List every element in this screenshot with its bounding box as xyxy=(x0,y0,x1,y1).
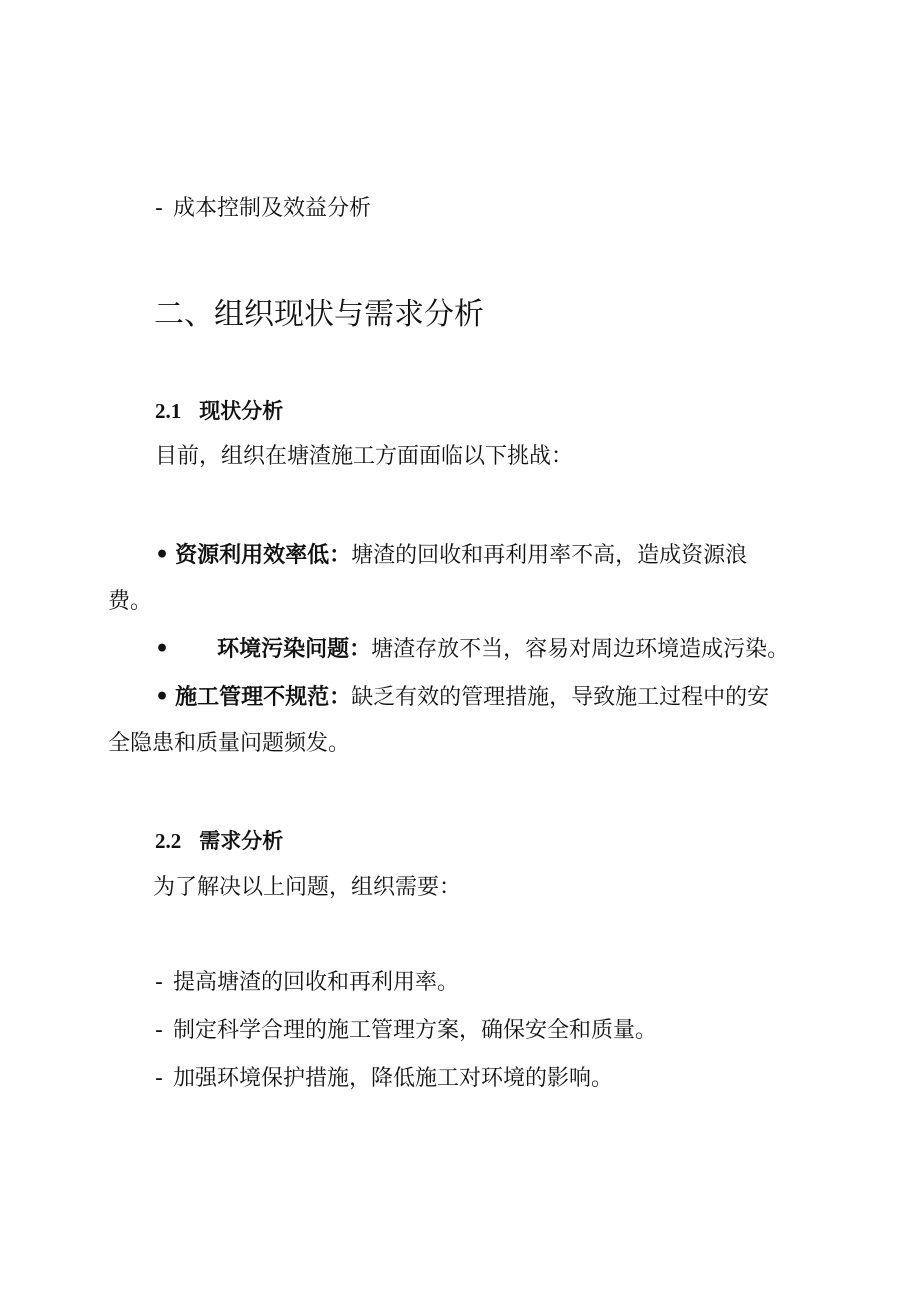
list-item-text: 加强环境保护措施，降低施工对环境的影响。 xyxy=(172,1066,613,1091)
list-item-text: 提高塘渣的回收和再利用率。 xyxy=(172,970,459,995)
subsection-heading-2-1 xyxy=(155,396,283,426)
dash-marker: - xyxy=(155,196,163,221)
paragraph-intro: 为了解决以上问题，组织需要： xyxy=(153,875,462,900)
list-item xyxy=(155,968,459,998)
subsection-number: 2.1 xyxy=(155,399,182,423)
bullet-text: 塘渣存放不当，容易对周边环境造成污染。 xyxy=(371,637,790,662)
list-item-text: 成本控制及效益分析 xyxy=(172,196,371,221)
bullet-continuation: 全隐患和质量问题频发。 xyxy=(108,731,351,756)
bullet-continuation: 费。 xyxy=(108,589,153,614)
dash-marker: - xyxy=(155,1018,163,1043)
subsection-title: 需求分析 xyxy=(199,828,284,853)
list-item xyxy=(155,1016,657,1046)
list-item-text: 制定科学合理的施工管理方案，确保安全和质量。 xyxy=(172,1018,657,1043)
list-item xyxy=(155,194,371,224)
subsection-number: 2.2 xyxy=(155,829,182,853)
bullet-term: 资源利用效率低： xyxy=(175,542,352,568)
section-title: 二、组织现状与需求分析 xyxy=(154,297,484,332)
subsection-title: 现状分析 xyxy=(199,398,284,423)
subsection-heading-2-2 xyxy=(155,826,283,856)
bullet-marker: • xyxy=(155,542,170,568)
bullet-item xyxy=(155,682,769,713)
bullet-text: 塘渣的回收和再利用率不高，造成资源浪 xyxy=(351,543,748,568)
bullet-marker: • xyxy=(155,684,170,710)
dash-marker: - xyxy=(155,970,163,995)
bullet-term: 施工管理不规范： xyxy=(175,684,352,710)
list-item xyxy=(155,1064,613,1094)
bullet-text: 缺乏有效的管理措施，导致施工过程中的安 xyxy=(351,685,770,710)
bullet-item xyxy=(155,634,789,665)
dash-marker: - xyxy=(155,1066,163,1091)
bullet-term: 环境污染问题： xyxy=(217,636,372,662)
bullet-item xyxy=(155,540,747,571)
bullet-marker: • xyxy=(155,636,170,662)
paragraph-intro: 目前，组织在塘渣施工方面面临以下挑战： xyxy=(155,444,574,469)
